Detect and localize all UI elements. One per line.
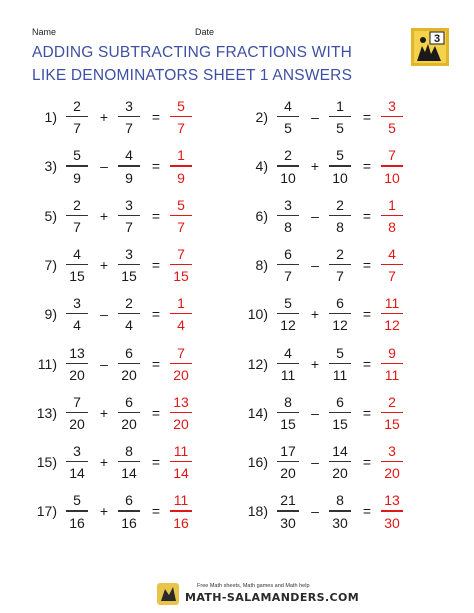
fraction-b-numerator: 8 <box>125 443 133 460</box>
fraction-b-numerator: 8 <box>336 492 344 509</box>
fraction-b <box>115 442 143 482</box>
fraction-bar <box>329 412 351 413</box>
problem-number: 9) <box>44 306 57 323</box>
fraction-bar <box>170 264 192 265</box>
fraction-a-denominator: 5 <box>284 120 292 137</box>
fraction-a <box>63 442 91 482</box>
operator: + <box>99 404 109 421</box>
fraction-b-denominator: 11 <box>332 366 348 383</box>
fraction-b-denominator: 7 <box>336 268 344 285</box>
answer-fraction <box>378 344 406 384</box>
fraction-b <box>115 245 143 285</box>
fraction-b-denominator: 7 <box>125 120 133 137</box>
fraction-bar <box>118 461 140 462</box>
fraction-b <box>326 196 354 236</box>
operator: – <box>311 404 319 421</box>
fraction-bar <box>118 313 140 314</box>
answer-fraction-numerator: 7 <box>177 344 185 361</box>
fraction-a-numerator: 5 <box>284 295 292 312</box>
equals-sign: = <box>151 109 161 125</box>
answer-fraction-denominator: 30 <box>384 514 400 531</box>
answer-fraction <box>378 196 406 236</box>
answer-fraction <box>167 146 195 186</box>
equals-sign: = <box>151 503 161 520</box>
operator: + <box>99 454 109 471</box>
fraction-a-denominator: 8 <box>284 218 292 235</box>
fraction-bar <box>170 165 192 166</box>
fraction-a-denominator: 15 <box>280 416 296 433</box>
fraction-b-numerator: 4 <box>125 147 133 164</box>
answer-fraction-denominator: 14 <box>173 465 189 482</box>
fraction-a-numerator: 17 <box>280 443 296 460</box>
answer-fraction-numerator: 4 <box>388 245 396 262</box>
operator: – <box>100 355 108 372</box>
problem-number: 5) <box>44 207 57 224</box>
fraction-a-numerator: 4 <box>73 245 81 262</box>
fraction-a <box>274 344 302 384</box>
operator: + <box>310 355 320 372</box>
operator: – <box>311 454 319 471</box>
fraction-b <box>115 196 143 236</box>
fraction-b-numerator: 3 <box>125 245 133 262</box>
fraction-b-denominator: 20 <box>121 366 137 383</box>
answer-fraction-numerator: 11 <box>384 295 400 312</box>
answer-fraction <box>167 294 195 334</box>
equals-sign: = <box>151 454 161 471</box>
fraction-a-numerator: 13 <box>69 344 85 361</box>
answer-fraction <box>167 393 195 433</box>
fraction-b-denominator: 4 <box>125 317 133 334</box>
problem-number: 14) <box>247 404 268 421</box>
equals-sign: = <box>151 207 161 224</box>
fraction-bar <box>381 510 403 511</box>
fraction-bar <box>329 165 351 166</box>
fraction-bar <box>277 313 299 314</box>
problem-number: 12) <box>247 355 268 372</box>
problem-number: 7) <box>44 256 57 273</box>
fraction-a <box>63 97 91 137</box>
fraction-a <box>274 393 302 433</box>
fraction-a-numerator: 21 <box>280 492 296 509</box>
fraction-a-denominator: 7 <box>73 218 81 235</box>
operator: – <box>311 109 319 125</box>
fraction-b-numerator: 6 <box>125 344 133 361</box>
answer-fraction-numerator: 2 <box>388 393 396 410</box>
fraction-b-denominator: 16 <box>121 514 137 531</box>
fraction-b-denominator: 15 <box>121 268 137 285</box>
fraction-a-denominator: 10 <box>280 169 296 186</box>
fraction-a-numerator: 4 <box>284 344 292 361</box>
answer-fraction-denominator: 9 <box>177 169 185 186</box>
operator: + <box>310 158 320 175</box>
equals-sign: = <box>362 306 372 323</box>
fraction-bar <box>381 264 403 265</box>
answer-fraction <box>167 442 195 482</box>
answer-fraction-denominator: 12 <box>384 317 400 334</box>
fraction-bar <box>66 116 88 117</box>
answer-fraction-numerator: 9 <box>388 344 396 361</box>
answer-fraction <box>378 393 406 433</box>
fraction-b-denominator: 14 <box>121 465 137 482</box>
equals-sign: = <box>151 404 161 421</box>
operator: – <box>311 207 319 224</box>
fraction-b <box>326 245 354 285</box>
equals-sign: = <box>362 503 372 520</box>
answer-fraction-numerator: 1 <box>388 196 396 213</box>
fraction-b <box>115 393 143 433</box>
equals-sign: = <box>151 306 161 323</box>
fraction-b-numerator: 6 <box>336 295 344 312</box>
fraction-b <box>326 294 354 334</box>
fraction-bar <box>381 461 403 462</box>
fraction-bar <box>66 165 88 166</box>
fraction-bar <box>170 215 192 216</box>
answer-fraction <box>378 442 406 482</box>
fraction-a-numerator: 3 <box>73 443 81 460</box>
fraction-bar <box>381 412 403 413</box>
answer-fraction-denominator: 7 <box>177 120 185 137</box>
fraction-b-numerator: 6 <box>125 393 133 410</box>
fraction-bar <box>118 363 140 364</box>
salamander-logo-icon <box>155 581 181 607</box>
fraction-b-denominator: 7 <box>125 218 133 235</box>
fraction-bar <box>277 412 299 413</box>
fraction-b-numerator: 5 <box>336 147 344 164</box>
fraction-bar <box>66 461 88 462</box>
equals-sign: = <box>362 454 372 471</box>
answer-fraction-denominator: 7 <box>388 268 396 285</box>
fraction-a <box>63 196 91 236</box>
fraction-b-denominator: 8 <box>336 218 344 235</box>
fraction-b-numerator: 5 <box>336 344 344 361</box>
fraction-b <box>115 491 143 531</box>
equals-sign: = <box>362 256 372 273</box>
equals-sign: = <box>362 404 372 421</box>
fraction-bar <box>66 313 88 314</box>
fraction-b-numerator: 3 <box>125 196 133 213</box>
answer-fraction <box>167 97 195 137</box>
equals-sign: = <box>362 355 372 372</box>
fraction-b <box>326 393 354 433</box>
fraction-a-denominator: 4 <box>73 317 81 334</box>
fraction-b <box>326 442 354 482</box>
problem-number: 1) <box>44 109 57 125</box>
fraction-bar <box>118 215 140 216</box>
fraction-b-denominator: 9 <box>125 169 133 186</box>
fraction-a <box>274 442 302 482</box>
fraction-bar <box>118 264 140 265</box>
logo-grade-text: 3 <box>433 33 441 45</box>
answer-fraction-denominator: 10 <box>384 169 400 186</box>
fraction-a <box>274 245 302 285</box>
grade-3-logo-icon <box>411 28 449 66</box>
fraction-a <box>63 294 91 334</box>
fraction-b-denominator: 10 <box>332 169 348 186</box>
fraction-bar <box>66 510 88 511</box>
fraction-bar <box>381 363 403 364</box>
fraction-b-numerator: 2 <box>336 196 344 213</box>
fraction-a-numerator: 2 <box>73 98 81 114</box>
answer-fraction <box>167 491 195 531</box>
answer-fraction-numerator: 1 <box>177 147 185 164</box>
fraction-a-numerator: 2 <box>73 196 81 213</box>
answer-fraction-denominator: 15 <box>173 268 189 285</box>
problem-number: 15) <box>36 454 57 471</box>
footer-branding <box>155 581 360 607</box>
fraction-bar <box>66 215 88 216</box>
fraction-a-numerator: 6 <box>284 245 292 262</box>
problem-number: 3) <box>44 158 57 175</box>
equals-sign: = <box>362 158 372 175</box>
answer-fraction-denominator: 4 <box>177 317 185 334</box>
equals-sign: = <box>151 158 161 175</box>
answer-fraction-numerator: 11 <box>173 443 189 460</box>
fraction-b-numerator: 2 <box>336 245 344 262</box>
equals-sign: = <box>151 355 161 372</box>
fraction-bar <box>277 510 299 511</box>
answer-fraction <box>378 294 406 334</box>
fraction-bar <box>170 116 192 117</box>
answer-fraction <box>378 491 406 531</box>
fraction-a-denominator: 16 <box>69 514 85 531</box>
problem-number: 16) <box>247 454 268 471</box>
operator: + <box>99 109 109 125</box>
fraction-a-numerator: 3 <box>284 196 292 213</box>
fraction-bar <box>66 412 88 413</box>
answer-fraction-denominator: 20 <box>173 416 189 433</box>
answer-fraction-numerator: 13 <box>384 492 400 509</box>
fraction-b-denominator: 12 <box>332 317 348 334</box>
answer-fraction-numerator: 5 <box>177 98 185 114</box>
fraction-b <box>115 97 143 137</box>
fraction-bar <box>381 165 403 166</box>
answer-fraction-numerator: 7 <box>388 147 396 164</box>
fraction-a <box>274 196 302 236</box>
footer-brand: MATH-SALAMANDERS.COM <box>185 591 360 604</box>
answer-fraction-denominator: 16 <box>173 514 189 531</box>
answer-fraction <box>378 245 406 285</box>
name-label: Name <box>32 27 57 37</box>
fraction-bar <box>170 461 192 462</box>
problem-number: 18) <box>247 503 268 520</box>
fraction-bar <box>329 313 351 314</box>
fraction-bar <box>329 363 351 364</box>
fraction-bar <box>277 215 299 216</box>
fraction-a <box>63 245 91 285</box>
worksheet-title-line1: ADDING SUBTRACTING FRACTIONS WITH <box>32 44 353 61</box>
fraction-bar <box>118 116 140 117</box>
fraction-a-numerator: 8 <box>284 393 292 410</box>
answer-fraction-denominator: 20 <box>173 366 189 383</box>
answer-fraction-numerator: 11 <box>173 492 189 509</box>
answer-fraction <box>378 146 406 186</box>
worksheet-title-line2: LIKE DENOMINATORS SHEET 1 ANSWERS <box>32 67 353 84</box>
date-label: Date <box>195 27 215 37</box>
footer-tagline: Free Math sheets, Math games and Math help <box>197 583 310 589</box>
fraction-bar <box>118 412 140 413</box>
problem-number: 4) <box>255 158 268 175</box>
fraction-bar <box>170 510 192 511</box>
answer-fraction-numerator: 3 <box>388 443 396 460</box>
problem-number: 2) <box>255 109 268 125</box>
answer-fraction-denominator: 5 <box>388 120 396 137</box>
fraction-b <box>115 294 143 334</box>
fraction-a-numerator: 3 <box>73 295 81 312</box>
fraction-a <box>63 393 91 433</box>
fraction-bar <box>170 363 192 364</box>
fraction-a <box>274 491 302 531</box>
fraction-a-numerator: 5 <box>73 492 81 509</box>
answer-fraction-numerator: 3 <box>388 98 396 114</box>
fraction-bar <box>277 461 299 462</box>
fraction-b <box>326 146 354 186</box>
fraction-a <box>63 146 91 186</box>
problem-number: 10) <box>247 306 268 323</box>
fraction-bar <box>381 313 403 314</box>
problem-number: 13) <box>36 404 57 421</box>
fraction-a-denominator: 20 <box>280 465 296 482</box>
fraction-b <box>326 491 354 531</box>
fraction-a <box>63 344 91 384</box>
operator: – <box>311 503 319 520</box>
answer-fraction-denominator: 15 <box>384 416 400 433</box>
fraction-b <box>115 146 143 186</box>
fraction-bar <box>329 116 351 117</box>
problem-number: 8) <box>255 256 268 273</box>
fraction-bar <box>66 264 88 265</box>
fraction-bar <box>118 165 140 166</box>
fraction-b-denominator: 20 <box>332 465 348 482</box>
fraction-bar <box>277 363 299 364</box>
fraction-a <box>63 491 91 531</box>
fraction-a <box>274 294 302 334</box>
fraction-b-numerator: 3 <box>125 98 133 114</box>
answer-fraction <box>167 344 195 384</box>
answer-fraction-numerator: 1 <box>177 295 185 312</box>
fraction-bar <box>277 165 299 166</box>
fraction-a-denominator: 7 <box>73 120 81 137</box>
fraction-b-denominator: 20 <box>121 416 137 433</box>
fraction-a-numerator: 2 <box>284 147 292 164</box>
operator: + <box>99 503 109 520</box>
operator: – <box>100 158 108 175</box>
operator: + <box>310 306 320 323</box>
operator: + <box>99 207 109 224</box>
fraction-bar <box>277 116 299 117</box>
answer-fraction-denominator: 20 <box>384 465 400 482</box>
answer-fraction-denominator: 11 <box>384 366 400 383</box>
fraction-a-denominator: 20 <box>69 366 85 383</box>
answer-fraction <box>167 245 195 285</box>
equals-sign: = <box>362 207 372 224</box>
fraction-a-numerator: 4 <box>284 98 292 114</box>
fraction-bar <box>329 264 351 265</box>
answer-fraction <box>167 196 195 236</box>
fraction-b <box>115 344 143 384</box>
problem-number: 17) <box>36 503 57 520</box>
answer-fraction-denominator: 8 <box>388 218 396 235</box>
answer-fraction-numerator: 7 <box>177 245 185 262</box>
fraction-bar <box>381 215 403 216</box>
operator: – <box>311 256 319 273</box>
fraction-b-numerator: 2 <box>125 295 133 312</box>
fraction-a-numerator: 7 <box>73 393 81 410</box>
fraction-a-numerator: 5 <box>73 147 81 164</box>
fraction-bar <box>170 412 192 413</box>
fraction-a-denominator: 9 <box>73 169 81 186</box>
fraction-bar <box>170 313 192 314</box>
answer-fraction-denominator: 7 <box>177 218 185 235</box>
fraction-a-denominator: 30 <box>280 514 296 531</box>
fraction-a-denominator: 12 <box>280 317 296 334</box>
fraction-b-denominator: 15 <box>332 416 348 433</box>
problem-number: 6) <box>255 207 268 224</box>
fraction-a-denominator: 15 <box>69 268 85 285</box>
operator: – <box>100 306 108 323</box>
fraction-b <box>326 97 354 137</box>
fraction-bar <box>329 215 351 216</box>
fraction-bar <box>277 264 299 265</box>
fraction-bar <box>329 510 351 511</box>
answer-fraction-numerator: 13 <box>173 393 189 410</box>
problem-number: 11) <box>37 355 57 372</box>
fraction-bar <box>66 363 88 364</box>
fraction-b-numerator: 14 <box>332 443 348 460</box>
fraction-a-denominator: 14 <box>69 465 85 482</box>
fraction-a-denominator: 20 <box>69 416 85 433</box>
equals-sign: = <box>151 256 161 273</box>
fraction-a <box>274 146 302 186</box>
fraction-a <box>274 97 302 137</box>
fraction-bar <box>329 461 351 462</box>
answer-fraction <box>378 97 406 137</box>
answer-fraction-numerator: 5 <box>177 196 185 213</box>
equals-sign: = <box>362 109 372 125</box>
fraction-bar <box>381 116 403 117</box>
fraction-a-denominator: 11 <box>280 366 296 383</box>
fraction-b-numerator: 6 <box>336 393 344 410</box>
fraction-b-denominator: 30 <box>332 514 348 531</box>
fraction-b-numerator: 1 <box>336 98 344 114</box>
fraction-bar <box>118 510 140 511</box>
fraction-b-numerator: 6 <box>125 492 133 509</box>
fraction-b <box>326 344 354 384</box>
fraction-a-denominator: 7 <box>284 268 292 285</box>
fraction-b-denominator: 5 <box>336 120 344 137</box>
operator: + <box>99 256 109 273</box>
